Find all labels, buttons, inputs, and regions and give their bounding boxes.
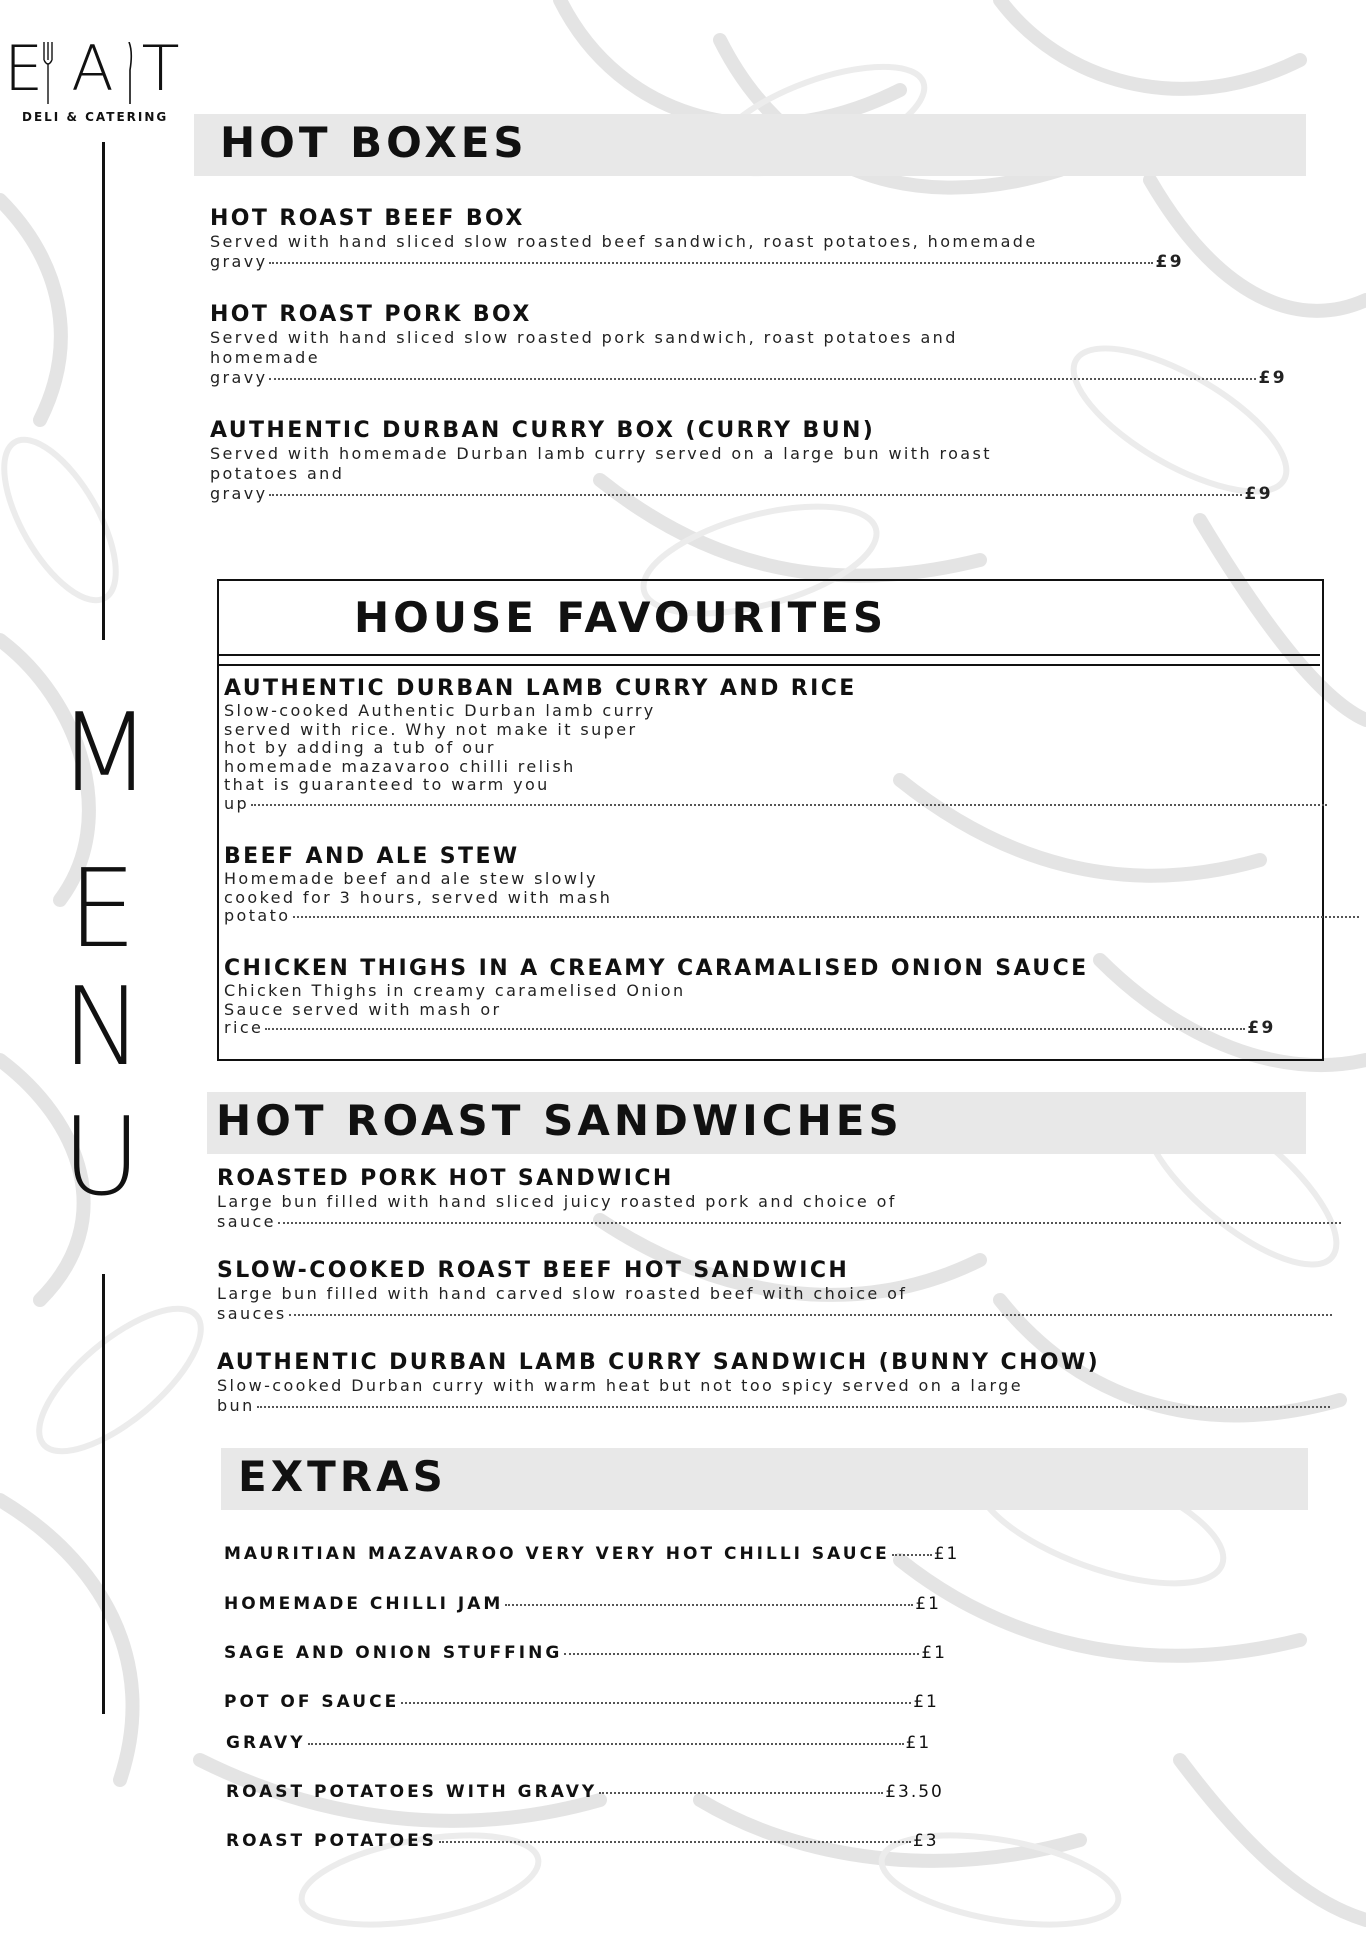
item-description: Slow-cooked Authentic Durban lamb curry — [224, 701, 656, 720]
menu-item — [210, 418, 1366, 504]
dot-leader — [269, 378, 1256, 380]
item-name: ROASTED PORK HOT SANDWICH — [217, 1166, 674, 1191]
item-description: Sauce served with mash or — [224, 999, 502, 1019]
menu-item — [217, 1350, 1366, 1416]
dot-leader — [269, 494, 1242, 496]
item-name: HOT ROAST PORK BOX — [210, 302, 532, 327]
menu-item — [217, 1166, 1366, 1232]
extra-name: SAGE AND ONION STUFFING — [224, 1643, 563, 1663]
dot-leader — [599, 1792, 883, 1794]
dot-leader — [257, 1406, 1330, 1408]
item-description-end: gravy — [210, 252, 268, 271]
knife-icon — [124, 42, 134, 104]
extra-item — [226, 1782, 944, 1802]
dot-leader — [892, 1554, 932, 1556]
brand-logo — [4, 32, 194, 128]
extra-price: £1 — [913, 1692, 939, 1712]
item-price: £9 — [1247, 1018, 1276, 1038]
dot-leader — [505, 1604, 913, 1606]
side-letter-m: M — [58, 691, 152, 816]
extra-name: ROAST POTATOES — [226, 1831, 437, 1851]
item-description-end: sauce — [217, 1212, 276, 1231]
dot-leader — [564, 1653, 919, 1655]
item-description-end: bun — [217, 1396, 255, 1415]
side-rule-bottom — [102, 1274, 105, 1714]
side-letter-e: E — [68, 847, 137, 972]
item-price-line — [224, 1019, 1366, 1038]
house-favourites-divider — [217, 664, 1320, 666]
menu-item — [210, 302, 1366, 388]
dot-leader — [293, 916, 1359, 918]
dot-leader — [278, 1222, 1341, 1224]
item-description-end: sauces — [217, 1304, 287, 1323]
item-price-line — [210, 484, 1366, 504]
menu-item — [210, 206, 1366, 272]
extra-item — [224, 1594, 941, 1614]
item-price: £9 — [1155, 252, 1184, 272]
item-price-line — [217, 1212, 1366, 1232]
extra-name: MAURITIAN MAZAVAROO VERY VERY HOT CHILLI SAUCE — [224, 1544, 890, 1564]
dot-leader — [269, 262, 1153, 264]
menu-item — [224, 956, 1366, 1038]
item-name: AUTHENTIC DURBAN CURRY BOX (CURRY BUN) — [210, 418, 876, 443]
extra-price: £1 — [921, 1643, 947, 1663]
item-price-line — [224, 907, 1366, 926]
logo-tagline: DELI & CATERING — [22, 110, 169, 124]
extra-item — [224, 1544, 959, 1564]
extra-price: £3 — [912, 1831, 939, 1851]
menu-item — [224, 676, 1366, 813]
item-description: that is guaranteed to warm you — [224, 775, 550, 794]
item-description: Served with homemade Durban lamb curry served on a large bun with roast — [210, 444, 992, 463]
item-name: BEEF AND ALE STEW — [224, 844, 520, 869]
extra-item — [224, 1643, 947, 1663]
item-description: served with rice. Why not make it super — [224, 719, 638, 739]
dot-leader — [289, 1314, 1332, 1316]
side-rule-top — [102, 142, 105, 640]
item-description-end: up — [224, 793, 250, 813]
extra-item — [226, 1733, 931, 1753]
dot-leader — [251, 804, 1327, 806]
item-description: homemade — [210, 348, 320, 367]
dot-leader — [401, 1702, 911, 1704]
item-name: SLOW-COOKED ROAST BEEF HOT SANDWICH — [217, 1258, 850, 1283]
extra-name: HOMEMADE CHILLI JAM — [224, 1594, 504, 1614]
logo-wordmark: E A T — [4, 32, 182, 105]
dot-leader — [265, 1028, 1245, 1030]
item-description: Served with hand sliced slow roasted pork sandwich, roast potatoes and — [210, 328, 958, 347]
house-favourites-title: HOUSE FAVOURITES — [354, 593, 888, 642]
item-price-line — [224, 795, 1366, 814]
menu-item — [224, 844, 1366, 926]
item-name: CHICKEN THIGHS IN A CREAMY CARAMALISED ONION SAUCE — [224, 956, 1089, 981]
hot-boxes-title: HOT BOXES — [220, 118, 528, 167]
item-name: HOT ROAST BEEF BOX — [210, 206, 525, 231]
extra-name: ROAST POTATOES WITH GRAVY — [226, 1782, 598, 1802]
item-description: Chicken Thighs in creamy caramelised Onion — [224, 981, 686, 1000]
extra-item — [226, 1831, 939, 1851]
item-name: AUTHENTIC DURBAN LAMB CURRY SANDWICH (BUNNY CHOW) — [217, 1350, 1101, 1375]
item-description: Large bun filled with hand carved slow roasted beef with choice of — [217, 1284, 908, 1303]
item-price-line — [210, 252, 1366, 272]
item-price-line — [217, 1304, 1366, 1324]
item-description: Slow-cooked Durban curry with warm heat but not too spicy served on a large — [217, 1376, 1023, 1395]
item-description: Large bun filled with hand sliced juicy roasted pork and choice of — [217, 1192, 897, 1211]
item-description-end: gravy — [210, 484, 268, 503]
side-letter-n: N — [62, 965, 143, 1090]
menu-item — [217, 1258, 1366, 1324]
extra-price: £1 — [905, 1733, 932, 1753]
item-description: potatoes and — [210, 464, 345, 483]
extra-name: GRAVY — [226, 1733, 306, 1753]
extra-price: £3.50 — [885, 1782, 944, 1802]
sandwiches-title: HOT ROAST SANDWICHES — [216, 1096, 903, 1145]
extra-name: POT OF SAUCE — [224, 1692, 400, 1712]
item-description: cooked for 3 hours, served with mash — [224, 887, 613, 907]
item-description: Homemade beef and ale stew slowly — [224, 869, 599, 888]
item-price-line — [217, 1396, 1366, 1416]
extra-price: £1 — [915, 1594, 941, 1614]
dot-leader — [308, 1743, 904, 1745]
dot-leader — [439, 1841, 911, 1843]
item-description: hot by adding a tub of our — [224, 738, 496, 757]
side-letter-u: U — [62, 1095, 142, 1220]
item-description: homemade mazavaroo chilli relish — [224, 756, 576, 776]
item-description: Served with hand sliced slow roasted beef sandwich, roast potatoes, homemade — [210, 232, 1038, 251]
item-price-line — [210, 368, 1366, 388]
fork-icon — [42, 42, 54, 104]
item-price: £9 — [1258, 368, 1287, 388]
item-description-end: potato — [224, 906, 291, 925]
item-description-end: rice — [224, 1018, 264, 1037]
extra-price: £1 — [933, 1544, 960, 1564]
extras-title: EXTRAS — [238, 1452, 447, 1501]
item-name: AUTHENTIC DURBAN LAMB CURRY AND RICE — [224, 676, 857, 701]
extra-item — [224, 1692, 939, 1712]
item-price: £9 — [1244, 484, 1273, 504]
house-favourites-divider — [217, 654, 1320, 656]
item-description-end: gravy — [210, 368, 268, 387]
